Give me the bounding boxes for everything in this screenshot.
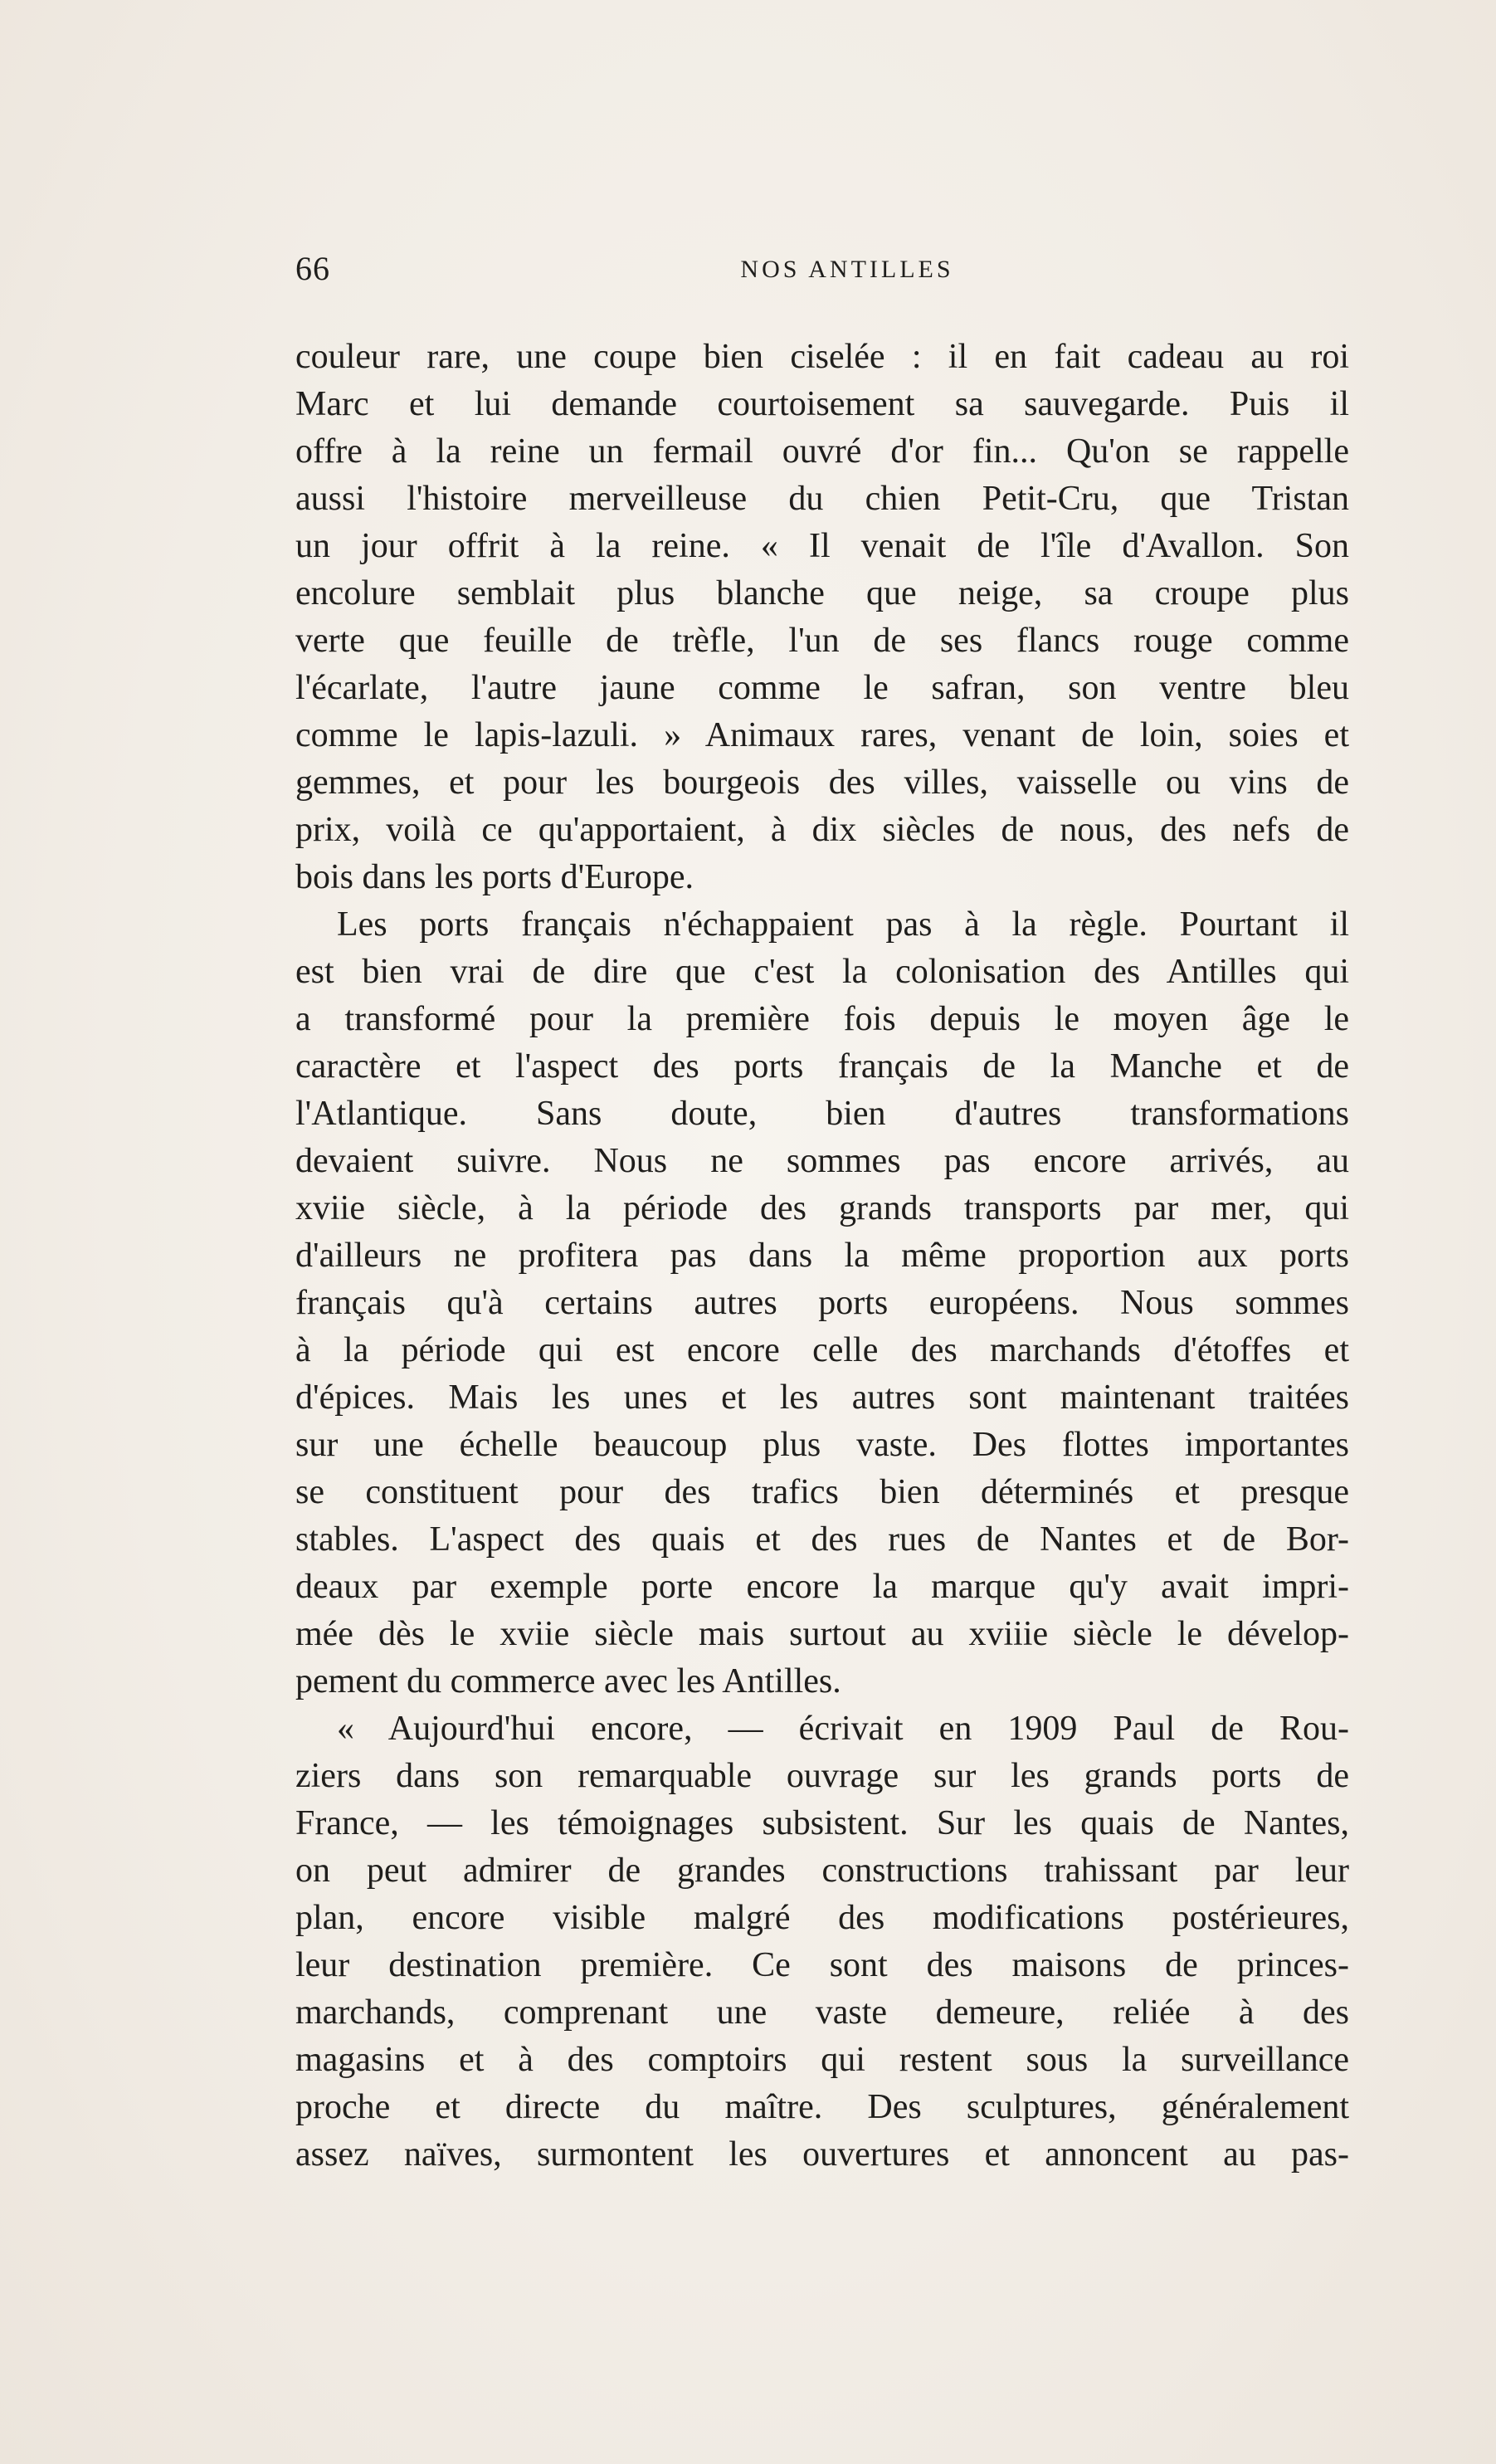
text-line: ziers dans son remarquable ouvrage sur les grands ports de [295, 1757, 1349, 1795]
text-line: prix, voilà ce qu'apportaient, à dix siècles de nous, des nefs de [295, 811, 1349, 849]
text-line: est bien vrai de dire que c'est la colonisation des Antilles qui [295, 953, 1349, 991]
running-title: NOS ANTILLES [740, 256, 954, 283]
text-line: bois dans les ports d'Europe. [295, 858, 694, 896]
text-line: France, — les témoignages subsistent. Sur les quais de Nantes, [295, 1804, 1349, 1842]
text-line: xviie siècle, à la période des grands transports par mer, qui [295, 1189, 1349, 1227]
text-line: aussi l'histoire merveilleuse du chien Petit-Cru, que Tristan [295, 480, 1349, 518]
text-line: français qu'à certains autres ports européens. Nous sommes [295, 1284, 1349, 1322]
text-line: a transformé pour la première fois depuis le moyen âge le [295, 1000, 1349, 1038]
text-line: l'écarlate, l'autre jaune comme le safran, son ventre bleu [295, 669, 1349, 707]
text-line: on peut admirer de grandes constructions trahissant par leur [295, 1852, 1349, 1890]
text-line: caractère et l'aspect des ports français de la Manche et de [295, 1047, 1349, 1086]
text-line: offre à la reine un fermail ouvré d'or fin... Qu'on se rappelle [295, 432, 1349, 471]
text-line: stables. L'aspect des quais et des rues de Nantes et de Bor- [295, 1520, 1349, 1559]
text-line: deaux par exemple porte encore la marque qu'y avait impri- [295, 1568, 1349, 1606]
text-line: devaient suivre. Nous ne sommes pas encore arrivés, au [295, 1142, 1349, 1180]
text-line: pement du commerce avec les Antilles. [295, 1662, 841, 1700]
text-line: Les ports français n'échappaient pas à la règle. Pourtant il [337, 905, 1349, 944]
text-line: gemmes, et pour les bourgeois des villes, vaisselle ou vins de [295, 764, 1349, 802]
text-line: plan, encore visible malgré des modifications postérieures, [295, 1899, 1349, 1937]
text-line: verte que feuille de trèfle, l'un de ses flancs rouge comme [295, 622, 1349, 660]
text-line: se constituent pour des trafics bien déterminés et presque [295, 1473, 1349, 1511]
text-line: leur destination première. Ce sont des maisons de princes- [295, 1946, 1349, 1984]
text-line: mée dès le xviie siècle mais surtout au xviiie siècle le dévelop- [295, 1615, 1349, 1653]
text-line: à la période qui est encore celle des marchands d'étoffes et [295, 1331, 1349, 1369]
page-number: 66 [295, 250, 330, 287]
text-line: d'épices. Mais les unes et les autres sont maintenant traitées [295, 1378, 1349, 1417]
text-line: d'ailleurs ne profitera pas dans la même proportion aux ports [295, 1237, 1349, 1275]
text-line: marchands, comprenant une vaste demeure, reliée à des [295, 1993, 1349, 2032]
text-line: l'Atlantique. Sans doute, bien d'autres transformations [295, 1095, 1349, 1133]
text-line: un jour offrit à la reine. « Il venait de l'île d'Avallon. Son [295, 527, 1349, 565]
running-head [295, 249, 1349, 299]
text-line: assez naïves, surmontent les ouvertures et annoncent au pas- [295, 2135, 1349, 2174]
text-line: magasins et à des comptoirs qui restent sous la surveillance [295, 2041, 1349, 2079]
text-line: couleur rare, une coupe bien ciselée : il en fait cadeau au roi [295, 338, 1349, 376]
text-line: sur une échelle beaucoup plus vaste. Des flottes importantes [295, 1426, 1349, 1464]
text-line: « Aujourd'hui encore, — écrivait en 1909 Paul de Rou- [337, 1710, 1349, 1748]
text-line: Marc et lui demande courtoisement sa sauvegarde. Puis il [295, 385, 1349, 423]
body-text [295, 334, 1349, 2179]
text-line: encolure semblait plus blanche que neige, sa croupe plus [295, 574, 1349, 612]
text-line: comme le lapis-lazuli. » Animaux rares, venant de loin, soies et [295, 716, 1349, 754]
text-line: proche et directe du maître. Des sculptures, généralement [295, 2088, 1349, 2126]
